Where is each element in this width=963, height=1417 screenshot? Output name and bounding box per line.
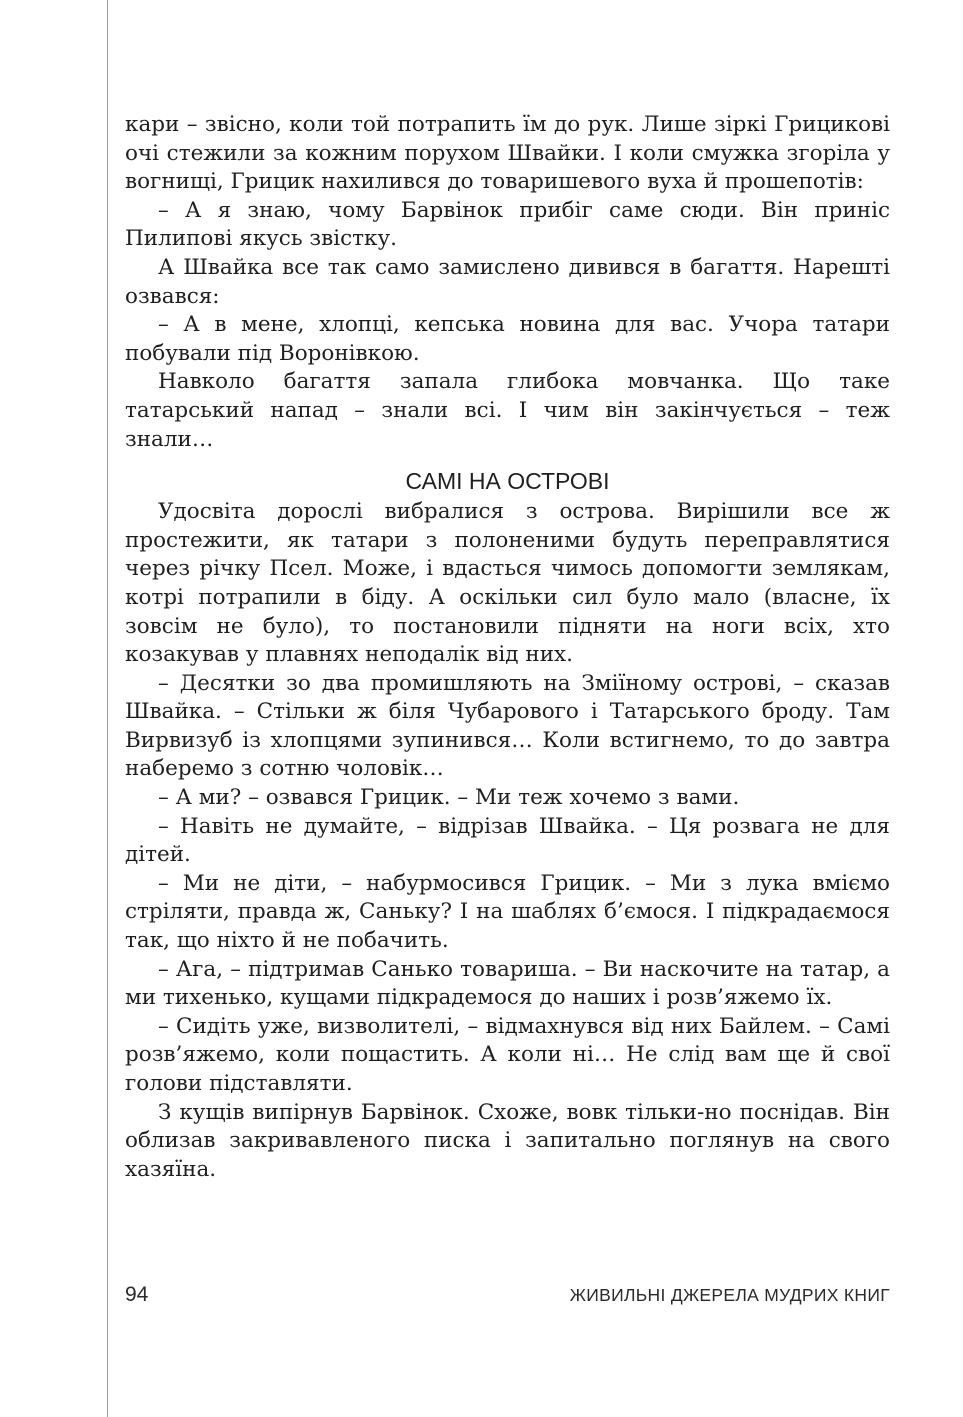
paragraph: – Ми не діти, – набурмосився Грицик. – Ми з лука вміємо стріляти, правда ж, Саньку? І на шаблях б’ємося. І підкрадаємося так, що ніхто й не побачить. <box>125 870 890 954</box>
paragraph: – Десятки зо два промишляють на Зміїному острові, – сказав Швайка. – Стільки ж біля Чубарового і Татарського броду. Там Вирвизуб із хлопцями зупинився… Коли встигнемо, то до завтра наберемо з сотню чоловік… <box>125 670 890 782</box>
paragraph: Навколо багаття запала глибока мовчанка. Що таке татарський напад – знали всі. І чим він закінчується – теж знали… <box>125 369 890 452</box>
paragraph: – Навіть не думайте, – відрізав Швайка. – Ця розвага не для дітей. <box>125 813 890 868</box>
paragraph: Удосвіта дорослі вибралися з острова. Вирішили все ж простежити, як татари з полоненими будуть переправлятися через річку Псел. Може, і вдасться чимось допомогти землякам, котрі потрапили в біду. А оскільки сил було мало (власне, їх зовсім не було), то постановили підняти на ноги всіх, хто козакував у плавнях неподалік від них. <box>125 499 890 668</box>
paragraph: З кущів випірнув Барвінок. Схоже, вовк тільки-но поснідав. Він облизав закривавленого писка і запитально поглянув на свого хазяїна. <box>125 1099 890 1182</box>
section-heading: САМІ НА ОСТРОВІ <box>405 468 610 495</box>
running-title: ЖИВИЛЬНІ ДЖЕРЕЛА МУДРИХ КНИГ <box>569 1285 890 1305</box>
paragraph: кари – звісно, коли той потрапить їм до рук. Лише зіркі Грицикові очі стежили за кожним порухом Швайки. І коли смужка згоріла у вогнищі, Грицик нахилився до товаришевого вуха й прошепотів: <box>125 112 890 195</box>
page-number: 94 <box>125 1283 149 1306</box>
paragraph: – А в мене, хлопці, кепська новина для вас. Учора татари побували під Воронівкою. <box>125 312 890 366</box>
page-margin-rule <box>107 0 108 1417</box>
paragraph: – Сидіть уже, визволителі, – відмахнувся від них Байлем. – Самі розв’яжемо, коли пощастить. А коли ні… Не слід вам ще й свої голови підставляти. <box>125 1013 890 1096</box>
paragraph: – Ага, – підтримав Санько товариша. – Ви наскочите на татар, а ми тихенько, кущами підкрадемося до наших і розв’яжемо їх. <box>125 956 890 1011</box>
paragraph: – А я знаю, чому Барвінок прибіг саме сюди. Він приніс Пилипові якусь звістку. <box>125 197 890 252</box>
paragraph: – А ми? – озвався Грицик. – Ми теж хочемо з вами. <box>158 785 740 811</box>
paragraph: А Швайка все так само замислено дивився в багаття. Нарешті озвався: <box>125 254 890 309</box>
page-body <box>125 111 890 1184</box>
